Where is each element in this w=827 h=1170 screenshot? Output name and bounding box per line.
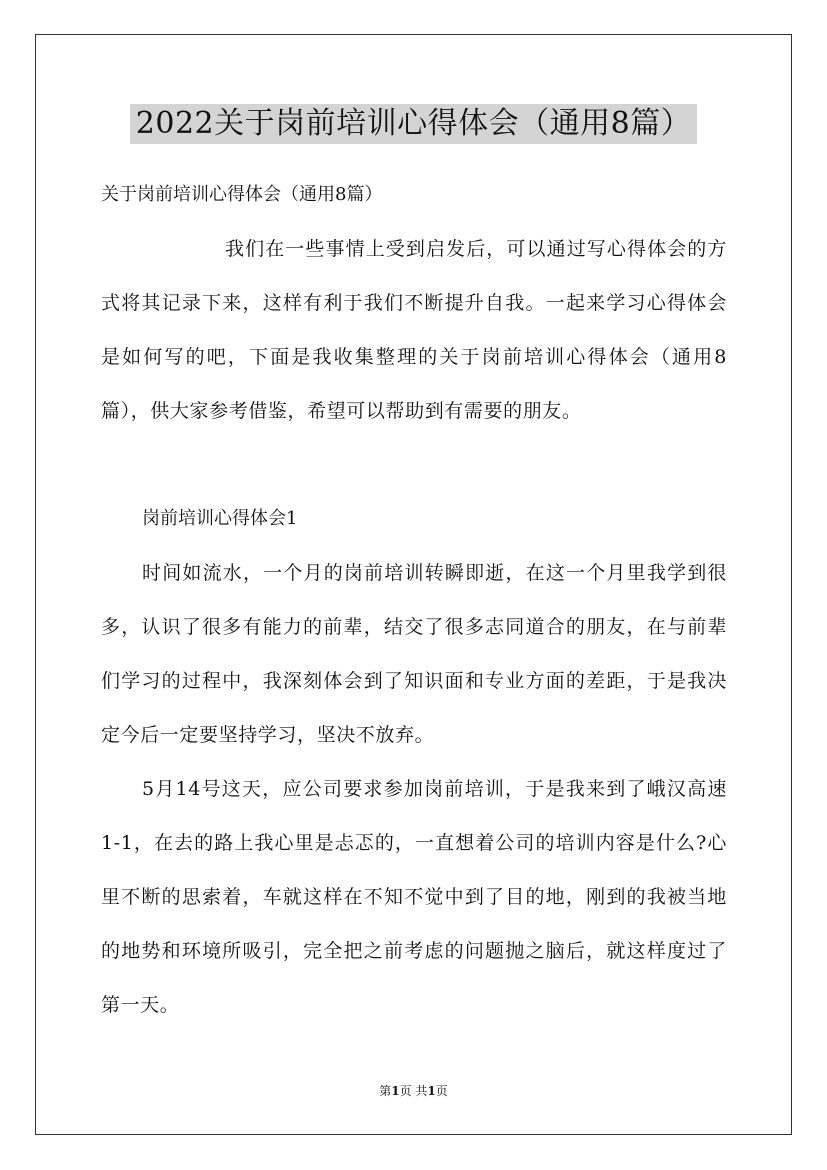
page-footer — [0, 1083, 827, 1099]
document-body — [101, 168, 727, 1032]
footer-mid: 页 共 — [399, 1084, 428, 1098]
section-paragraph-2: 5月14号这天，应公司要求参加岗前培训，于是我来到了峨汉高速1-1，在去的路上我心里是忐忑的，一直想着公司的培训内容是什么?心里不断的思索着，车就这样在不知不觉中到了目的地，刚到的我被当地的地势和环境所吸引，完全把之前考虑的问题抛之脑后，就这样度过了第一天。 — [101, 778, 727, 1016]
footer-page-number: 1 — [391, 1084, 400, 1098]
document-title — [0, 103, 827, 144]
intro-paragraph: 我们在一些事情上受到启发后，可以通过写心得体会的方式将其记录下来，这样有利于我们不断提升自我。一起来学习心得体会是如何写的吧，下面是我收集整理的关于岗前培训心得体会（通用8篇），供大家参考借鉴，希望可以帮助到有需要的朋友。 — [101, 238, 727, 422]
footer-total-pages: 1 — [427, 1084, 436, 1098]
section-paragraph-1: 时间如流水，一个月的岗前培训转瞬即逝，在这一个月里我学到很多，认识了很多有能力的前辈，结交了很多志同道合的朋友，在与前辈们学习的过程中，我深刻体会到了知识面和专业方面的差距，于是我决定今后一定要坚持学习，坚决不放弃。 — [101, 562, 727, 746]
section-heading: 岗前培训心得体会1 — [142, 508, 298, 529]
footer-suffix: 页 — [435, 1084, 448, 1098]
document-title-text: 2022关于岗前培训心得体会（通用8篇） — [130, 104, 697, 144]
blank-line — [101, 438, 727, 492]
footer-prefix: 第 — [379, 1084, 392, 1098]
document-subtitle: 关于岗前培训心得体会（通用8篇） — [101, 184, 383, 205]
